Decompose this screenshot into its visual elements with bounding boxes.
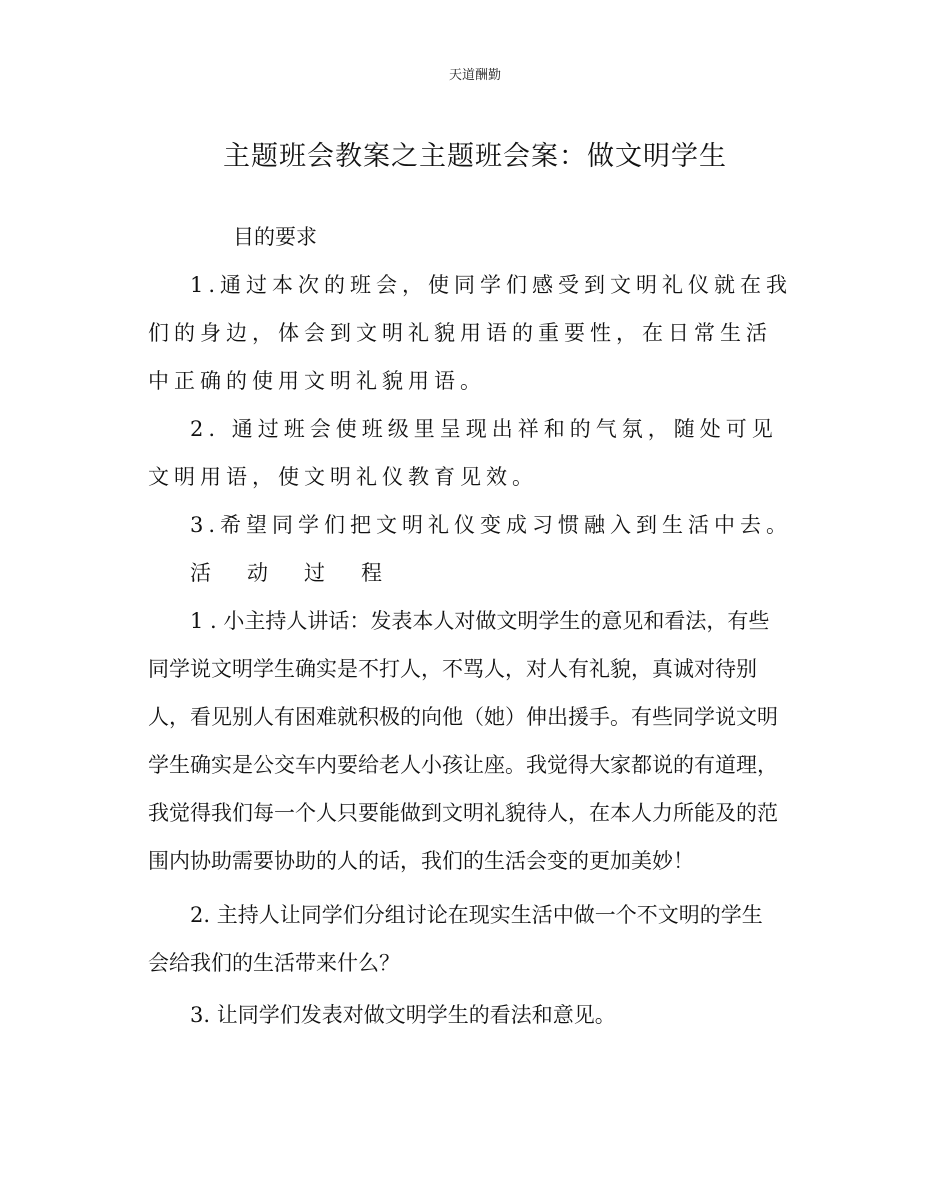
paragraph-line: 3. 让同学们发表对做文明学生的看法和意见。 — [190, 1003, 616, 1027]
paragraph-line: 学生确实是公交车内要给老人小孩让座。我觉得大家都说的有道理， — [148, 753, 778, 777]
paragraph-line: 2. 主持人让同学们分组讨论在现实生活中做一个不文明的学生 — [190, 903, 763, 927]
paragraph-line: 围内协助需要协助的人的话，我们的生活会变的更加美妙！ — [148, 849, 694, 873]
paragraph-line: 中正确的使用文明礼貌用语。 — [148, 369, 486, 393]
section-heading-process: 活动过程 — [190, 561, 418, 585]
paragraph-line: 同学说文明学生确实是不打人，不骂人，对人有礼貌，真诚对待别 — [148, 657, 757, 681]
paragraph-line: 3.希望同学们把文明礼仪变成习惯融入到生活中去。 — [190, 513, 793, 537]
paragraph-line: 我觉得我们每一个人只要能做到文明礼貌待人，在本人力所能及的范 — [148, 801, 778, 825]
section-heading-objectives: 目的要求 — [233, 225, 317, 249]
paragraph-line: 文明用语，使文明礼仪教育见效。 — [148, 465, 538, 489]
paragraph-line: 2. 通过班会使班级里呈现出祥和的气氛，随处可见 — [190, 417, 778, 441]
paragraph-line: 1 . 小主持人讲话：发表本人对做文明学生的意见和看法，有些 — [190, 609, 770, 633]
paragraph-line: 1.通过本次的班会，使同学们感受到文明礼仪就在我 — [190, 273, 793, 297]
paragraph-line: 们的身边，体会到文明礼貌用语的重要性，在日常生活 — [148, 321, 772, 345]
paragraph-line: 会给我们的生活带来什么？ — [148, 951, 400, 975]
page-header: 天道酬勤 — [448, 68, 501, 83]
paragraph-line: 人，看见别人有困难就积极的向他（她）伸出援手。有些同学说文明 — [148, 705, 778, 729]
document-title: 主题班会教案之主题班会案：做文明学生 — [223, 141, 727, 172]
